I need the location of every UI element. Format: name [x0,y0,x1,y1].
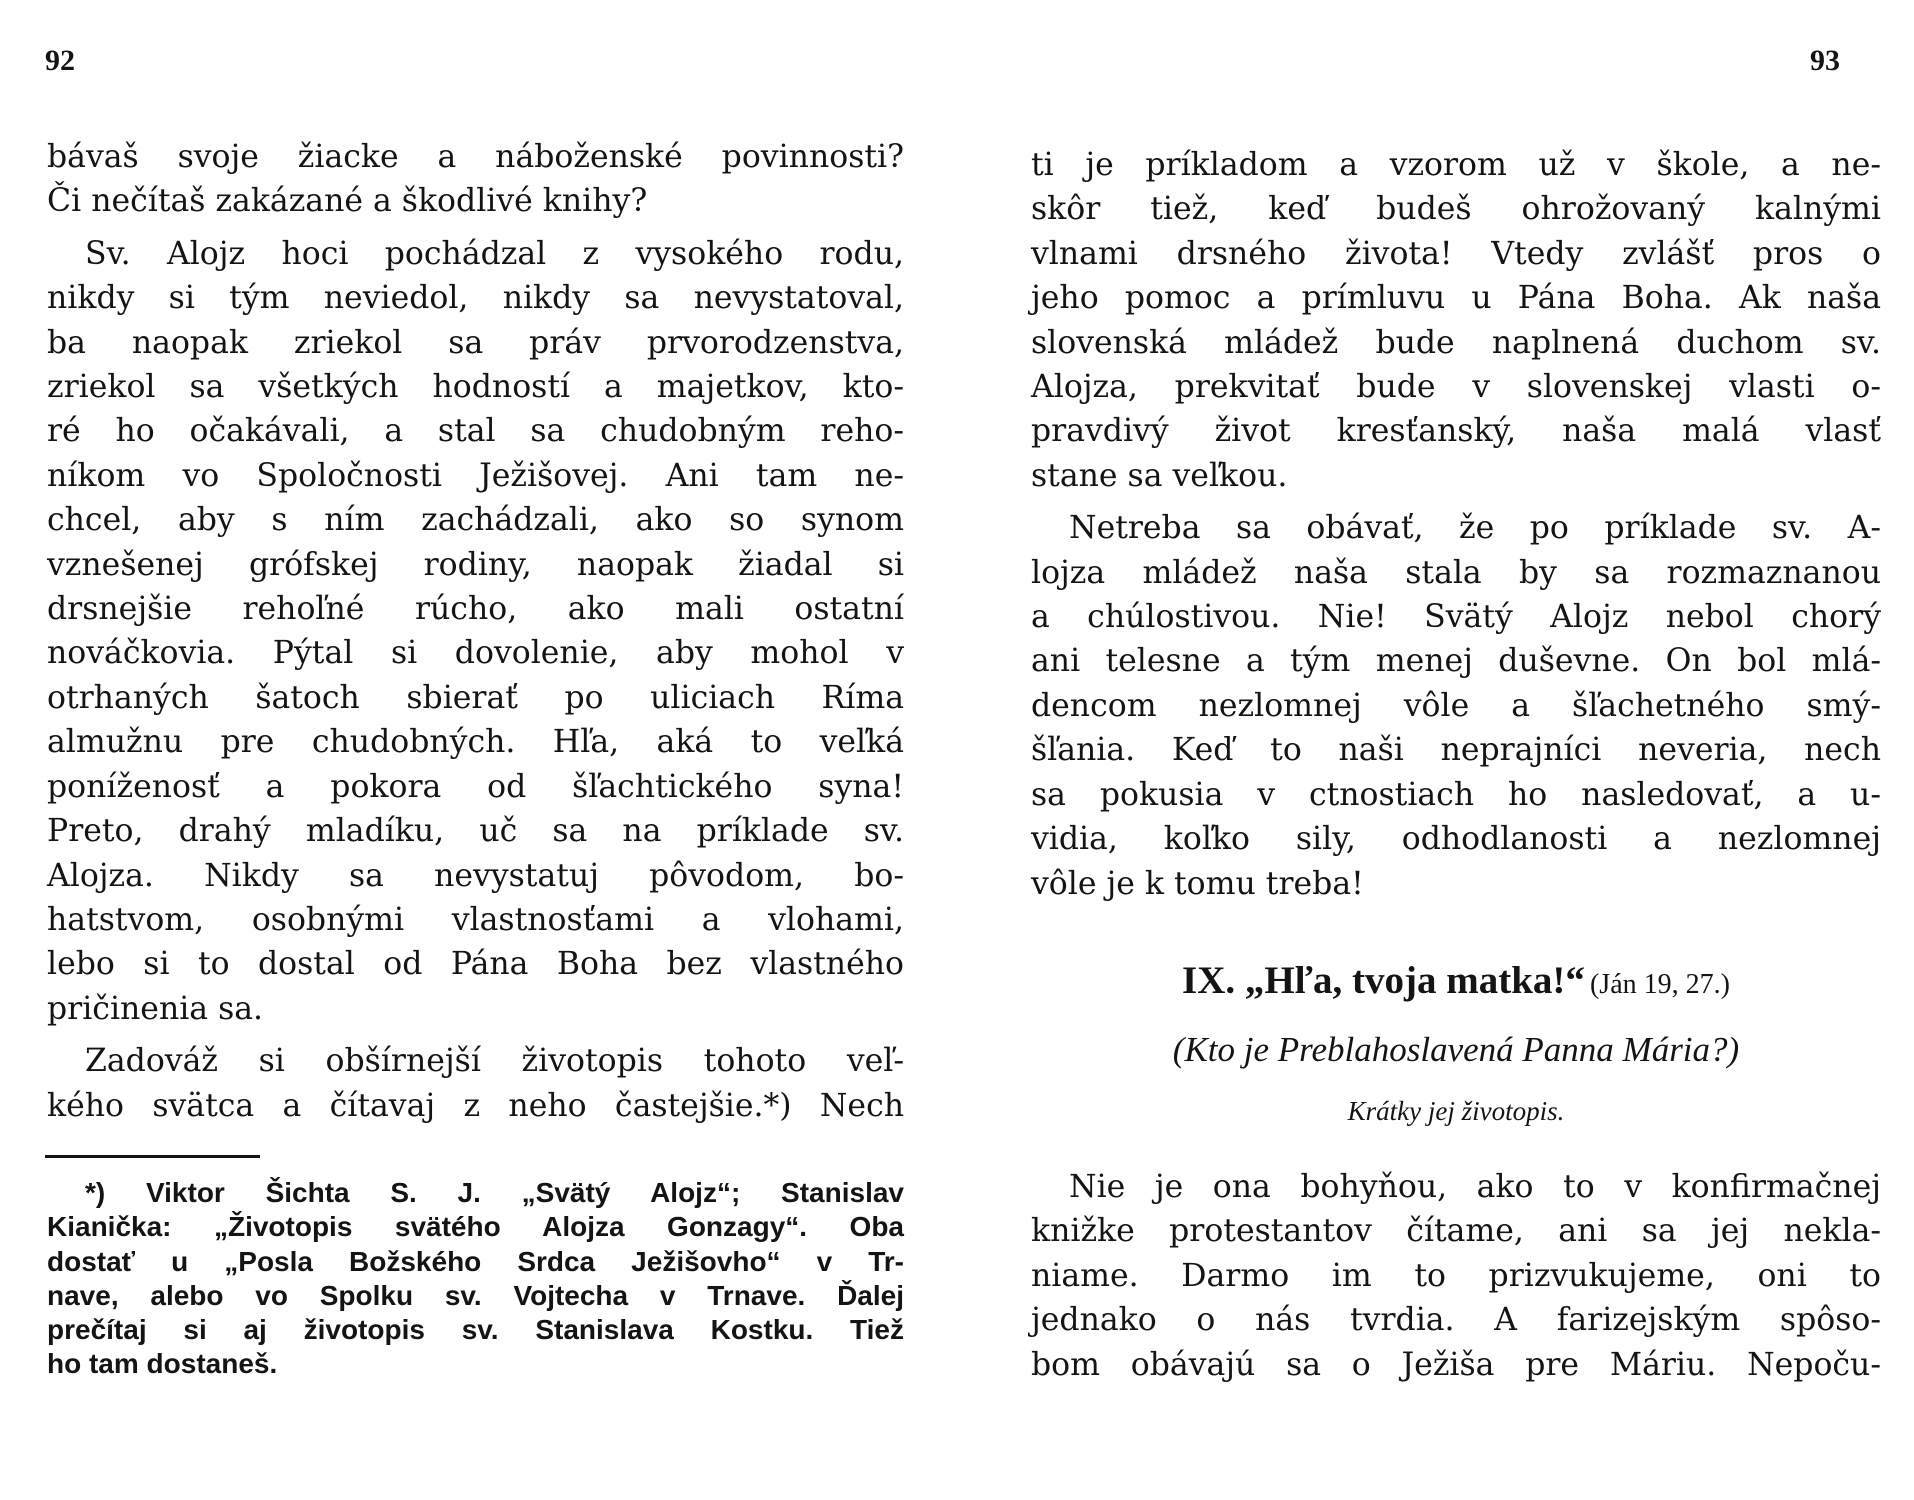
page-number-right: 93 [1810,44,1840,77]
paragraph [47,1039,904,1128]
footnote-line: ho tam dostaneš. [47,1348,278,1380]
text-line: Či nečítaš zakázané a škodlivé knihy? [47,183,648,220]
chapter-body-text [1031,1165,1881,1387]
footnote [47,1176,904,1382]
paragraph [47,232,904,1031]
text-line: poníženosť a pokora od šľachtického syna! [47,768,904,805]
footnote-line: nave, alebo vo Spolku sv. Vojtecha v Trnave. Ďalej [47,1279,904,1311]
paragraph [1031,143,1881,498]
text-line: ti je príkladom a vzorom už v škole, a ne- [1031,147,1881,183]
chapter-heading [1031,958,1881,1003]
text-line: a chúlostivou. Nie! Svätý Alojz nebol chorý [1031,599,1881,636]
text-line: sa pokusia v ctnostiach ho nasledovať, a u- [1031,776,1881,813]
text-line: drsnejšie rehoľné rúcho, ako mali ostatní [47,591,904,628]
text-line: vôle je k tomu treba! [1031,865,1364,902]
text-line: Nie je ona bohyňou, ako to v konfirmačnej [1069,1169,1881,1205]
text-line: zriekol sa všetkých hodností a majetkov, kto- [47,369,904,406]
text-line: slovenská mládež bude naplnená duchom sv. [1031,324,1881,361]
text-line: dencom nezlomnej vôle a šľachetného smý- [1031,687,1881,724]
text-line: knižke protestantov čítame, ani sa jej nekla- [1031,1213,1881,1250]
text-line: ani telesne a tým menej duševne. On bol mlá- [1031,643,1881,680]
text-line: Zadováž si obšírnejší životopis tohoto veľ- [85,1043,904,1080]
chapter-subtitle: (Kto je Preblahoslavená Panna Mária?) [1172,1030,1740,1069]
text-line: pričinenia sa. [47,990,264,1027]
footnote-line: prečítaj si aj životopis sv. Stanislava Kostku. Tiež [47,1314,904,1346]
text-line: stane sa veľkou. [1031,457,1288,494]
text-line: ré ho očakávali, a stal sa chudobným reho- [47,413,904,450]
footnote-divider [45,1155,260,1158]
text-line: Sv. Alojz hoci pochádzal z vysokého rodu, [85,235,904,272]
right-body-text [1031,143,1881,906]
chapter-reference: (Ján 19, 27.) [1589,969,1730,1000]
left-body-text [47,135,904,1128]
text-line: Preto, drahý mladíku, uč sa na príklade sv. [47,813,904,850]
text-line: jeho pomoc a prímluvu u Pána Boha. Ak naša [1031,280,1881,317]
text-line: níkom vo Spoločnosti Ježišovej. Ani tam ne- [47,457,904,494]
text-line: hatstvom, osobnými vlastnosťami a vlohami, [47,901,904,938]
text-line: Alojza, prekvitať bude v slovenskej vlasti o- [1031,369,1881,406]
text-line: skôr tiež, keď budeš ohrožovaný kalnými [1031,191,1881,228]
paragraph [1031,506,1881,906]
text-line: jednako o nás tvrdia. A farizejským spôso- [1031,1302,1881,1339]
footnote-line: Kianička: „Životopis svätého Alojza Gonzagy“. Oba [47,1211,904,1243]
text-line: niame. Darmo im to prizvukujeme, oni to [1031,1257,1881,1294]
paragraph [1031,1165,1881,1387]
text-line: lebo si to dostal od Pána Boha bez vlastného [47,946,904,983]
text-line: chcel, aby s ním zachádzali, ako so synom [47,502,904,539]
text-line: otrhaných šatoch sbierať po uliciach Ríma [47,679,904,716]
text-line: vlnami drsného života! Vtedy zvlášť pros o [1031,235,1881,272]
text-line: almužnu pre chudobných. Hľa, aká to veľká [47,724,904,761]
chapter-title: IX. „Hľa, tvoja matka!“ [1182,959,1585,1002]
text-line: bávaš svoje žiacke a náboženské povinnosti? [47,139,904,175]
text-line: vznešenej grófskej rodiny, naopak žiadal si [47,546,904,583]
footnote-line: *) Viktor Šichta S. J. „Svätý Alojz“; Stanislav [85,1177,904,1208]
text-line: pravdivý život kresťanský, naša malá vlasť [1031,413,1881,450]
chapter-minor-heading: Krátky jej životopis. [1347,1096,1565,1126]
footnote-line: dostať u „Posla Božského Srdca Ježišovho“ v Tr- [47,1245,904,1277]
text-line: vidia, koľko sily, odhodlanosti a nezlomnej [1031,821,1881,858]
text-line: ba naopak zriekol sa práv prvorodzenstva, [47,324,904,361]
text-line: lojza mládež naša stala by sa rozmaznanou [1031,554,1881,591]
text-line: kého svätca a čítavaj z neho častejšie.*) Nech [47,1087,904,1124]
text-line: Netreba sa obávať, že po príklade sv. A- [1069,510,1881,547]
text-line: šľania. Keď to naši neprajníci neveria, nech [1031,732,1881,769]
paragraph [47,135,904,224]
text-line: nováčkovia. Pýtal si dovolenie, aby mohol v [47,635,904,672]
text-line: Alojza. Nikdy sa nevystatuj pôvodom, bo- [47,857,904,894]
text-line: nikdy si tým neviedol, nikdy sa nevystatoval, [47,280,904,317]
page-number-left: 92 [45,44,75,77]
right-page [957,0,1914,1500]
text-line: bom obávajú sa o Ježiša pre Máriu. Nepoču- [1031,1346,1881,1383]
